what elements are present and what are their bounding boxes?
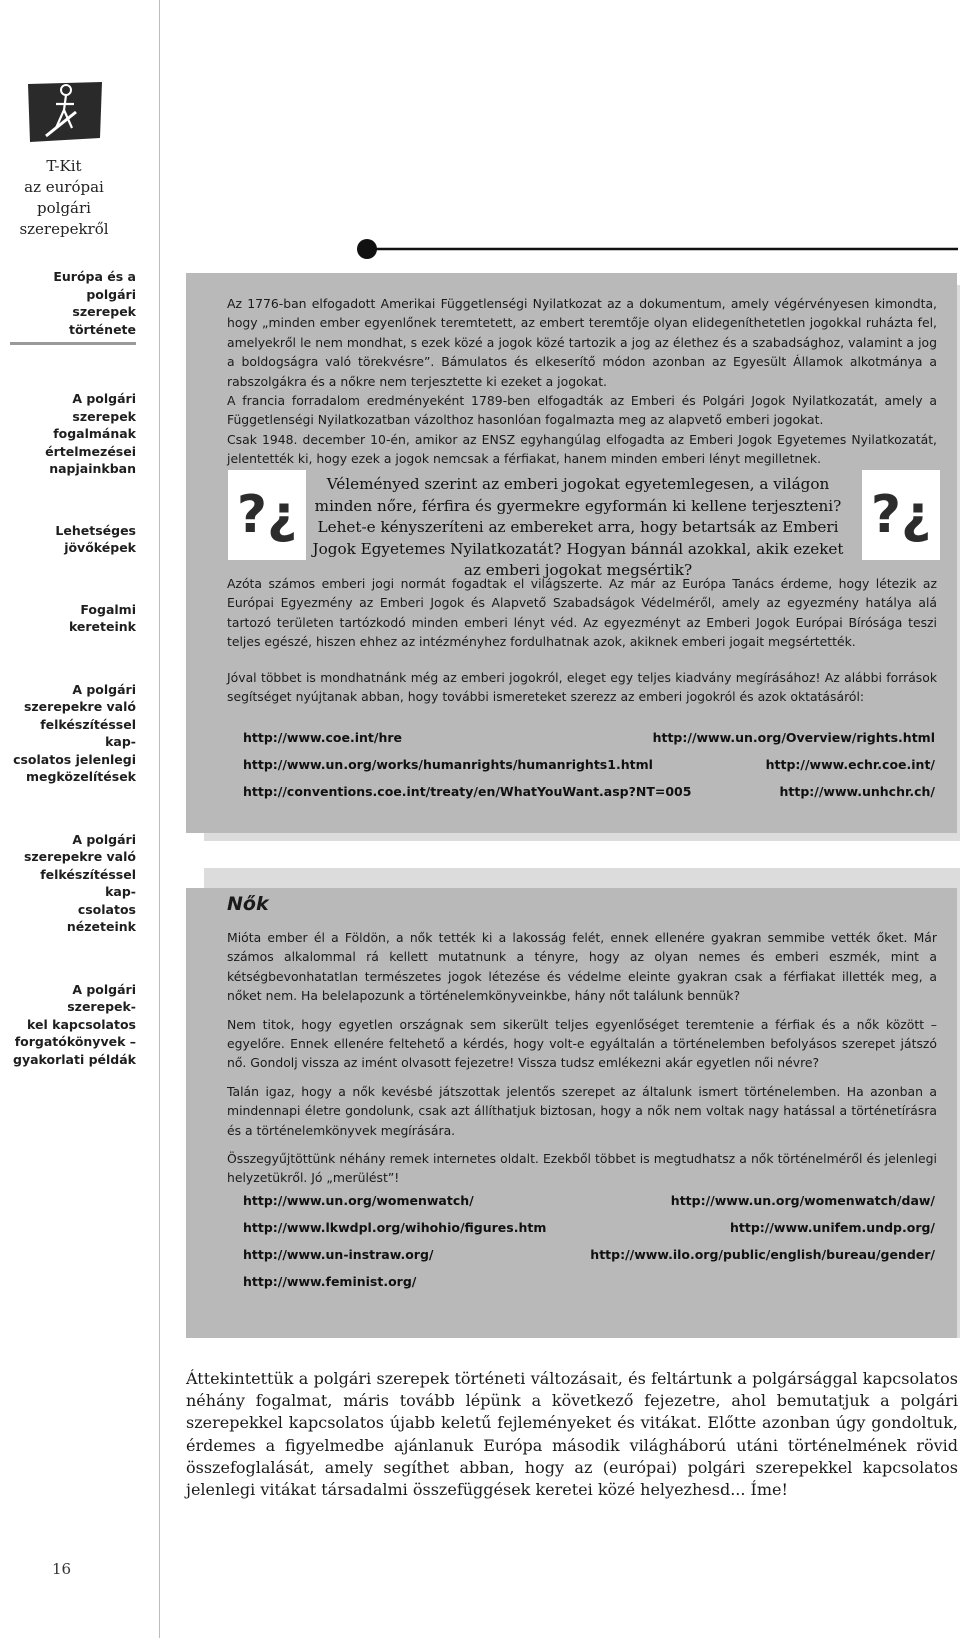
intro-paragraph: Az 1776-ban elfogadott Amerikai Függetlenségi Nyilatkozat az a dokumentum, amely végérvényesen kimondta, hogy „minden ember egyenlőnek teremtetett, az embert teremtője olyan elidegeníthetetlen jogokkal ruházta fel, amelyekről le nem mondhat, s ezek közé a jogok közé tartozik a jog az élethez és a szabadsághoz, valamint a jog a boldogságra való törekvésre”. Bámulatos és elkeserítő módon azonban az Egyesült Államok alkotmánya a rabszolgákra és a nőkre nem terjesztette ki ezeket a jogokat. [227,296,937,389]
kit-title [0,156,128,240]
link[interactable]: http://conventions.coe.int/treaty/en/WhatYouWant.asp?NT=005 [243,784,692,799]
nav-line: Fogalmi kereteink [68,601,136,634]
nav-line: A polgári szerepek- [67,981,136,1014]
link[interactable]: http://www.coe.int/hre [243,730,403,745]
section-divider-ornament [356,238,958,260]
intro-text [227,294,937,469]
link[interactable]: http://www.feminist.org/ [243,1274,417,1289]
closing-paragraph: Áttekintettük a polgári szerepek történeti változásait, és feltártunk a polgársággal kapcsolatos néhány fogalmat, máris tovább lépünk a következő fejezetre, ahol bemutatjuk a polgári szerepekkel kapcsolatos újabb keletű fejleményeket és vitákat. Előtte azonban úgy gondoltuk, érdemes a figyelmedbe ajánlanuk Európa második világháború utáni történelmének rövid összefoglalását, amely segíthet abban, hogy az (európai) polgári szerepekkel kapcsolatos jelenlegi vitákat társadalmi összefüggések keretei közé helyezhesd... Íme! [186,1369,958,1500]
link-row [243,1220,935,1247]
nav-line: forgatókönyvek – [14,1034,136,1049]
nav-line: A polgári [72,681,136,697]
women-links [243,1193,935,1301]
link-row [243,1193,935,1220]
link[interactable]: http://www.unhchr.ch/ [779,784,935,799]
women-paragraph: Talán igaz, hogy a nők kevésbé játszottak jelentős szerepet az általunk ismert történelemben. Ha azonban a mindennapi életre gondolunk, csak azt állíthatjuk biztosan, hogy a nők nem voltak nagy hatással a történetírásra és a történelemkönyvek megírására. [227,1083,937,1138]
question-mark-icon: ?¿ [228,470,306,560]
nav-line: csolatos nézeteink [66,901,136,934]
women-section-title: Nők [227,893,269,915]
nav-item-futures[interactable] [10,522,136,557]
nav-line: szerepekre való [23,849,136,864]
nav-item-approaches[interactable] [10,681,136,786]
link[interactable]: http://www.ilo.org/public/english/bureau/gender/ [590,1247,935,1262]
nav-line: csolatos jelenlegi [13,751,136,767]
nav-line: kel kapcsolatos [27,1016,136,1032]
nav-item-concepts-today[interactable] [10,390,136,478]
kit-title-line: az európai polgári [24,178,104,217]
women-paragraph: Mióta ember él a Földön, a nők tették ki a lakosság felét, ennek ellenére gyakran semmibe vették őket. Már számos alkalommal rá kellett mutatnunk a tényre, hogy az olyan nemes és emberi eszmék, mint a kétségbevonhatatlan természetes jogok létezése és védelme eleinte gyakran csak a férfiakat illették meg, a nőket nem. Ha belelapozunk a történelemkönyveinkbe, hány nőt találunk bennük? [227,930,937,1004]
nav-line: A polgári szerepek [72,391,136,424]
page-number: 16 [52,1560,72,1578]
nav-line: napjainkban [49,461,136,476]
chapter-nav [10,269,136,1068]
nav-line: Európa és a polgári [53,269,136,302]
link[interactable]: http://www.un.org/womenwatch/ [243,1193,474,1208]
link[interactable]: http://www.un.org/Overview/rights.html [652,730,935,745]
nav-line: szerepekre való [23,699,136,714]
kit-title-line: szerepekről [19,220,109,238]
link-row [243,784,935,811]
intro-paragraph: A francia forradalom eredményeként 1789-ben elfogadták az Emberi és Polgári Jogok Nyilatkozatát, amely a Függetlenségi Nyilatkozatban vázolthoz hasonlóan fogalmazta meg az alapvető emberi jogokat. [227,393,937,428]
link[interactable]: http://www.unifem.undp.org/ [730,1220,935,1235]
question-mark-icon: ?¿ [862,470,940,560]
reflection-question [218,470,938,579]
nav-line: jövőképek [64,540,136,555]
women-paragraph: Összegyűjtöttünk néhány remek internetes oldalt. Ezekből többet is megtudhatsz a nők történelméről és jelenlegi helyzetükről. Jó „merülést”! [227,1151,937,1186]
kit-title-line: T-Kit [46,157,82,175]
women-paragraph: Nem titok, hogy egyetlen országnak sem sikerült teljes egyenlőséget teremtenie a férfiak és a nők között – egyelőre. Ennek ellenére feltehető a kérdés, hogy volt-e egyáltalán a történelemben befolyásos szerepet játszó nő. Gondolj vissza az imént olvasott fejezetre! Visszа tudsz emlékezni akár egyetlen női névre? [227,1016,937,1071]
link[interactable]: http://www.un.org/works/humanrights/humanrights1.html [243,757,653,772]
nav-line: gyakorlati példák [13,1051,136,1067]
nav-item-scenarios[interactable] [10,981,136,1069]
link[interactable]: http://www.lkwdpl.org/wihohio/figures.htm [243,1220,547,1235]
link-row [243,1274,935,1301]
nav-line: értelmezései [45,443,136,459]
human-rights-links [243,730,935,811]
women-text [227,928,937,1197]
link-row [243,1247,935,1274]
sidebar-divider [159,0,160,1638]
link[interactable]: http://www.un.org/womenwatch/daw/ [670,1193,935,1208]
question-text: Véleményed szerint az emberi jogokat egyetemlegesen, a világon minden nőre, férfira és gyermekre egyformán ki kellene terjeszteni? Lehet-e kényszeríteni az embereket arra, hogy betartsák az Emberi Jogok Egyetemes Nyilatkozatát? Hogyan bánnál azokkal, akik ezeket az emberi jogokat megsértik? [312,475,844,579]
nav-line: szerepek története [68,304,136,337]
nav-line: Lehetséges [55,522,136,538]
link[interactable]: http://www.un-instraw.org/ [243,1247,434,1262]
link[interactable]: http://www.echr.coe.int/ [765,757,935,772]
nav-line: A polgári [72,831,136,847]
intro-paragraph: Csak 1948. december 10-én, amikor az ENSZ egyhangúlag elfogadta az Emberi Jogok Egyetemes Nyilatkozatát, jelentették ki, hogy ezek a jogok nemcsak a férfiakat, hanem minden emberi lényt megilletnek. [227,431,937,467]
nav-line: megközelítések [25,769,136,784]
nav-line: felkészítéssel kap- [40,866,136,899]
conventions-paragraph: Azóta számos emberi jogi normát fogadtak el világszerte. Az már az Európa Tanács érdeme, hogy létezik az Európai Egyezmény az Emberi Jogok és Alapvető Szabadságok Védelméről, amely az egyezmény hatálya alá tartozó területen tartózkodó minden emberi lényt véd. Az egyezményt az Emberi Jogok Európai Bírósága teszi teljes egészé, hiszen ehhez az intézményhez fordulhatnak azok, akiknek emberi jogait megsértették. [227,576,937,650]
sources-paragraph: Jóval többet is mondhatnánk még az emberi jogokról, eleget egy teljes kiadvány megírásához! Az alábbi források segítséget nyújtanak abban, hogy további ismereteket szerezz az emberi jogokról és azok oktatásáról: [227,670,937,705]
nav-item-frameworks[interactable] [10,601,136,636]
tkit-logo-icon [26,80,104,144]
nav-line: fogalmának [53,426,136,441]
nav-line: felkészítéssel kap- [40,716,136,749]
nav-item-history[interactable] [10,268,136,345]
nav-item-views[interactable] [10,831,136,936]
link-row [243,757,935,784]
link-row [243,730,935,757]
